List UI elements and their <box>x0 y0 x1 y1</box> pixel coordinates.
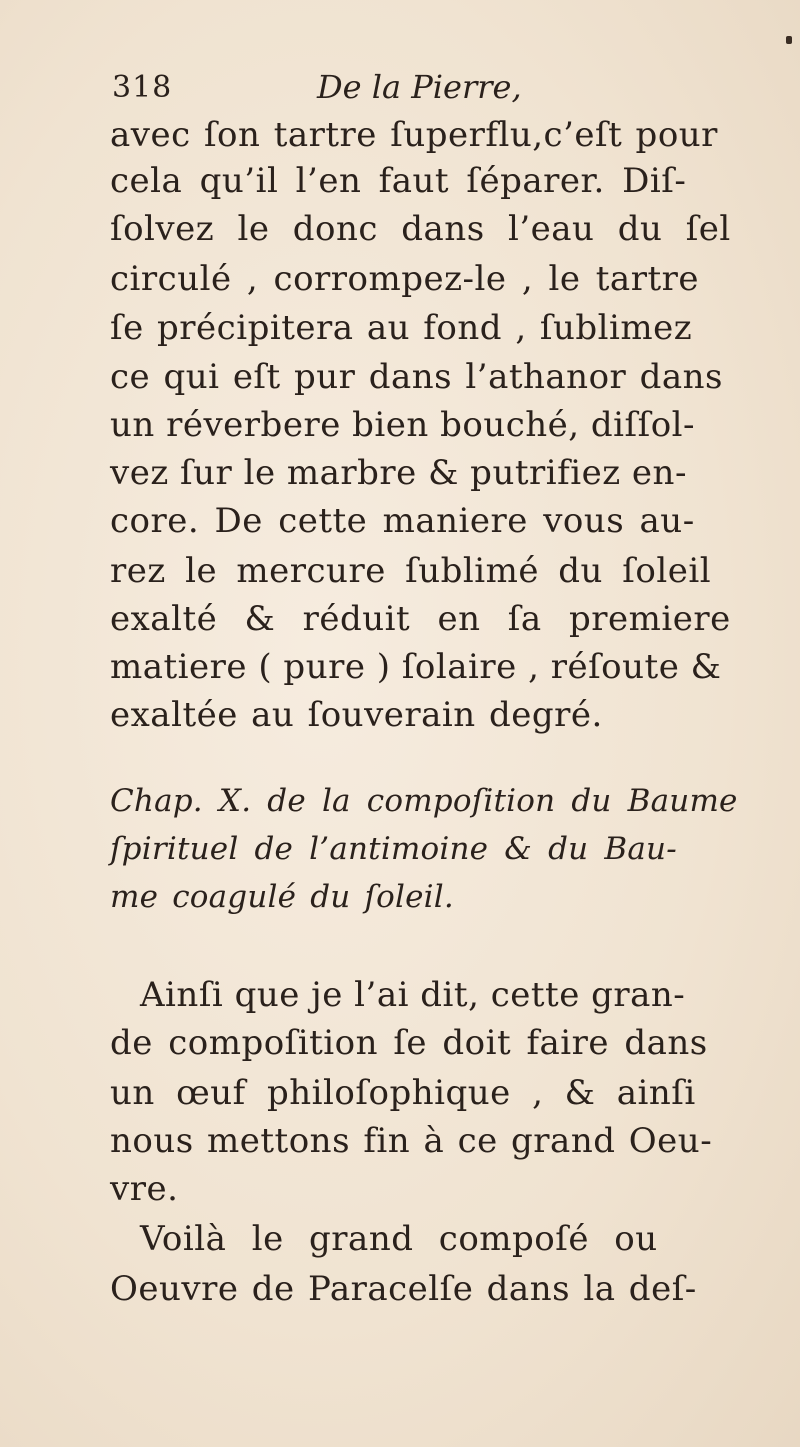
heading-line: me coagulé du ſoleil. <box>110 879 454 915</box>
text-line: avec ſon tartre ſuperflu,c’eſt pour <box>110 115 718 155</box>
text-line: exaltée au ſouverain degré. <box>110 695 603 735</box>
running-head <box>112 68 712 108</box>
page-edge-mark <box>786 36 792 44</box>
text-line: matiere ( pure ) ſolaire , réſoute & <box>110 647 722 687</box>
text-line: vez ſur le marbre & putrifiez en- <box>110 453 687 493</box>
running-title: De la Pierre, <box>317 68 522 106</box>
text-line: circulé , corrompez-le , le tartre <box>110 259 699 299</box>
text-line: Voilà le grand compoſé ou <box>140 1219 658 1259</box>
text-line: rez le mercure ſublimé du ſoleil <box>110 551 712 591</box>
text-line: vre. <box>110 1169 179 1209</box>
text-line: Oeuvre de Paracelſe dans la deſ- <box>110 1269 697 1309</box>
text-line: exalté & réduit en ſa premiere <box>110 599 731 639</box>
heading-line: Chap. X. de la compoſition du Baume <box>110 783 738 819</box>
text-line: core. De cette maniere vous au- <box>110 501 695 541</box>
text-line: Ainſi que je l’ai dit, cette gran- <box>140 975 686 1015</box>
text-line: nous mettons fin à ce grand Oeu- <box>110 1121 713 1161</box>
text-line: un réverbere bien bouché, diſſol- <box>110 405 696 445</box>
text-line: ſe précipitera au fond , ſublimez <box>110 308 693 348</box>
text-line: de compoſition ſe doit faire dans <box>110 1023 708 1063</box>
text-line: ſolvez le donc dans l’eau du ſel <box>110 209 731 249</box>
page-number: 318 <box>112 70 173 105</box>
text-line: un œuf philoſophique , & ainſi <box>110 1073 696 1113</box>
heading-line: ſpirituel de l’antimoine & du Bau- <box>110 831 677 867</box>
text-line: cela qu’il l’en faut ſéparer. Diſ- <box>110 161 687 201</box>
text-line: ce qui eſt pur dans l’athanor dans <box>110 357 723 397</box>
